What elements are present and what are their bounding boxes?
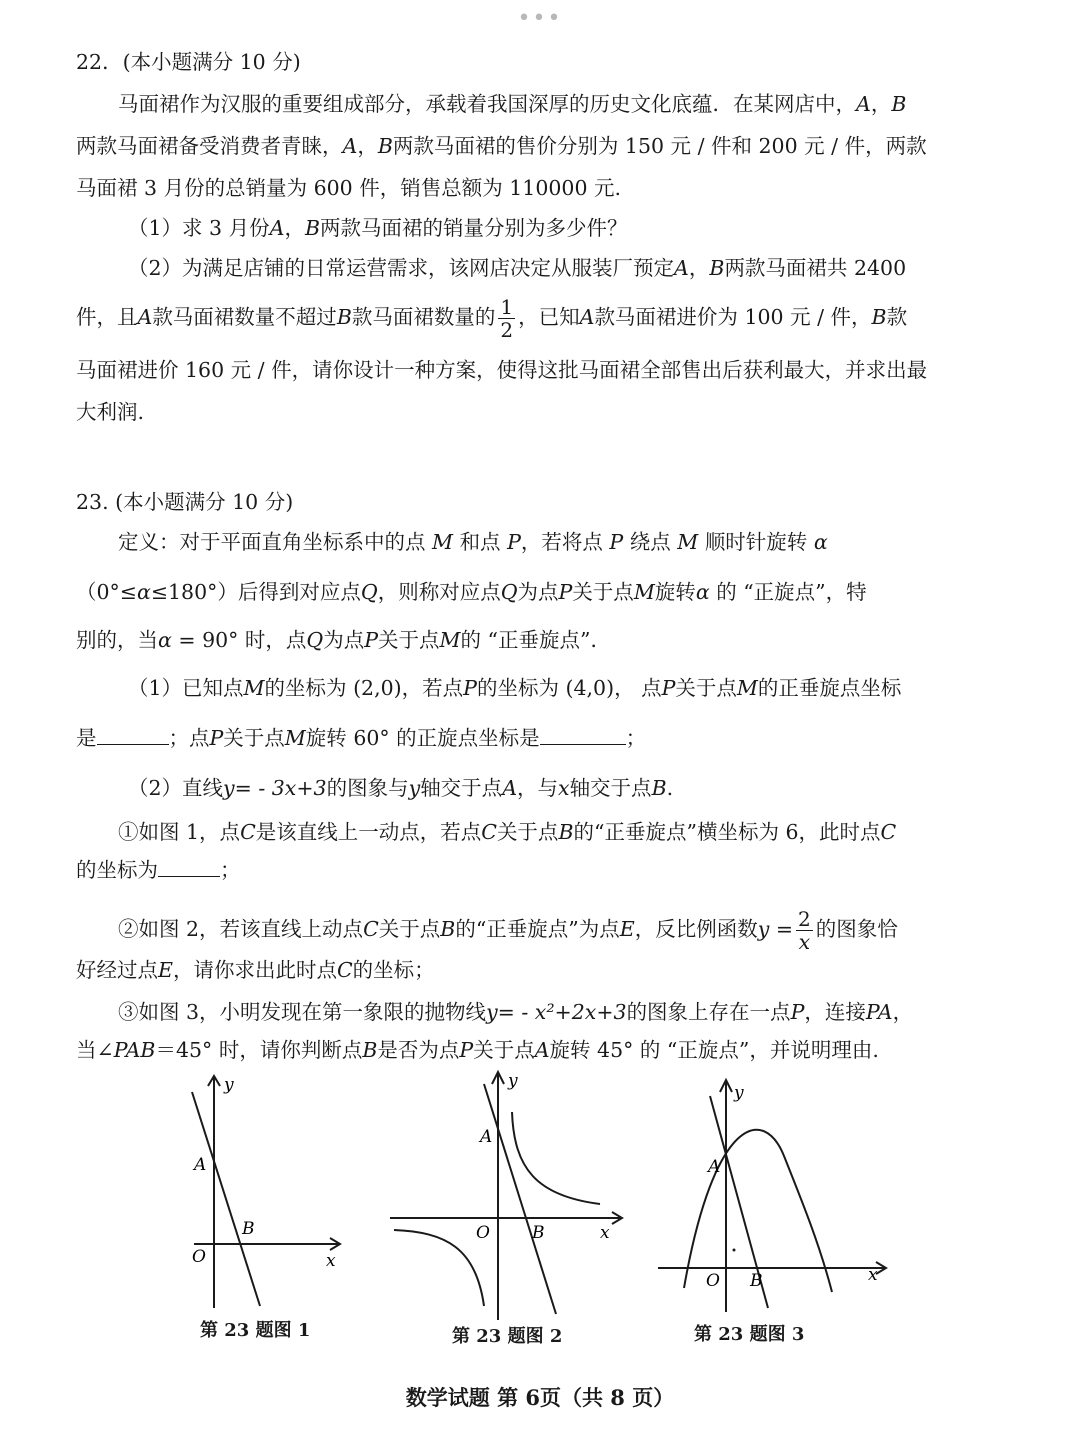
figure-2-caption: 第 23 题图 2	[452, 1326, 563, 1347]
fig3-label-A: A	[708, 1157, 721, 1177]
q22-sub1: （1）求 3 月份A，B两款马面裙的销量分别为多少件？	[128, 216, 628, 240]
q23-part2-line: （2）直线y= - 3x+3的图象与y轴交于点A，与x轴交于点B.	[128, 776, 674, 800]
q22-para1-line2: 两款马面裙备受消费者青睐，A，B两款马面裙的售价分别为 150 元 / 件和 200 元 / 件，两款	[76, 134, 927, 158]
q23-definition-line1: 定义：对于平面直角坐标系中的点 M 和点 P，若将点 P 绕点 M 顺时针旋转 α	[118, 530, 828, 554]
hyperbola-branch-q3	[394, 1230, 484, 1306]
q22-sub2-line4: 大利润.	[76, 400, 145, 424]
q22-para1-line3: 马面裙 3 月份的总销量为 600 件，销售总额为 110000 元.	[76, 176, 622, 200]
fig1-label-B: B	[242, 1219, 255, 1239]
figure-2-hyperbola-graph	[386, 1068, 626, 1324]
q22-sub2-line1: （2）为满足店铺的日常运营需求，该网店决定从服装厂预定A，B两款马面裙共 2400	[128, 256, 907, 280]
point-dot	[733, 1249, 736, 1252]
q23-case2-line1: ②如图 2，若该直线上动点C关于点B的“正垂旋点”为点E，反比例函数y = $\frac{2}{x}$ 的图象恰	[118, 907, 898, 954]
hyperbola-branch-q1	[512, 1112, 600, 1204]
q23-case2-line2: 好经过点E，请你求出此时点C的坐标；	[76, 958, 435, 982]
line-y-neg3x-plus3	[484, 1084, 556, 1314]
q23-definition-line2: （0°≤α≤180°）后得到对应点Q，则称对应点Q为点P关于点M旋转α 的 “正旋点”，特	[76, 580, 867, 604]
q23-definition-line3: 别的，当α = 90° 时，点Q为点P关于点M的 “正垂旋点”．	[76, 628, 612, 652]
q22-para1-line1: 马面裙作为汉服的重要组成部分，承载着我国深厚的历史文化底蕴．在某网店中，A，B	[118, 92, 907, 116]
answer-blank-3[interactable]	[158, 858, 220, 877]
line-y-neg3x-plus3	[192, 1092, 260, 1306]
fig3-label-x: x	[868, 1265, 878, 1285]
q23-case3-line1: ③如图 3，小明发现在第一象限的抛物线y= - x²+2x+3的图象上存在一点P，连接PA，	[118, 1000, 914, 1024]
fig3-label-B: B	[750, 1271, 763, 1291]
figure-3-caption: 第 23 题图 3	[694, 1324, 805, 1345]
q22-sub2-line2: 件，且A款马面裙数量不超过B款马面裙数量的 $\frac{1}{2}$ ，已知A款马面裙进价为 100 元 / 件，B款	[76, 295, 908, 342]
q22-sub2-line3: 马面裙进价 160 元 / 件，请你设计一种方案，使得这批马面裙全部售出后获利最大，并求出最	[76, 358, 928, 382]
figure-3-parabola-graph	[654, 1076, 890, 1316]
fig2-label-B: B	[532, 1223, 545, 1243]
fig2-label-y: y	[508, 1071, 518, 1091]
q23-case3-line2: 当∠PAB＝45° 时，请你判断点B是否为点P关于点A旋转 45° 的 “正旋点”，并说明理由.	[76, 1038, 879, 1062]
fig1-label-O: O	[192, 1247, 206, 1267]
fraction-two-over-x: $\frac{2}{x}$	[798, 907, 811, 954]
fig2-label-O: O	[476, 1223, 490, 1243]
fig1-label-x: x	[326, 1251, 336, 1271]
fraction-one-half: $\frac{1}{2}$	[500, 295, 514, 342]
fig1-label-A: A	[194, 1155, 207, 1175]
q23-part1-line1: （1）已知点M的坐标为 (2,0)，若点P的坐标为 (4,0)， 点P关于点M的正垂旋点坐标	[128, 676, 902, 700]
page-footer: 数学试题 第 6页（共 8 页）	[405, 1385, 675, 1410]
q23-title: 23. (本小题满分 10 分)	[76, 490, 294, 514]
fig2-label-x: x	[600, 1223, 610, 1243]
figure-1-line-graph	[180, 1072, 360, 1312]
menu-dots-icon[interactable]: •••	[517, 6, 563, 31]
fig3-label-y: y	[734, 1083, 744, 1103]
answer-blank-1[interactable]	[97, 726, 169, 745]
fig2-label-A: A	[480, 1127, 493, 1147]
q23-case1-line1: ①如图 1，点C是该直线上一动点，若点C关于点B的“正垂旋点”横坐标为 6，此时点C	[118, 820, 897, 844]
q23-part1-line2: 是 ；点P关于点M旋转 60° 的正旋点坐标是 ；	[76, 726, 647, 750]
q22-title: 22．(本小题满分 10 分)	[76, 50, 301, 74]
fig3-label-O: O	[706, 1271, 720, 1291]
figure-1-caption: 第 23 题图 1	[200, 1320, 311, 1341]
answer-blank-2[interactable]	[540, 726, 626, 745]
q23-case1-line2: 的坐标为 ；	[76, 858, 241, 882]
fig1-label-y: y	[224, 1075, 234, 1095]
